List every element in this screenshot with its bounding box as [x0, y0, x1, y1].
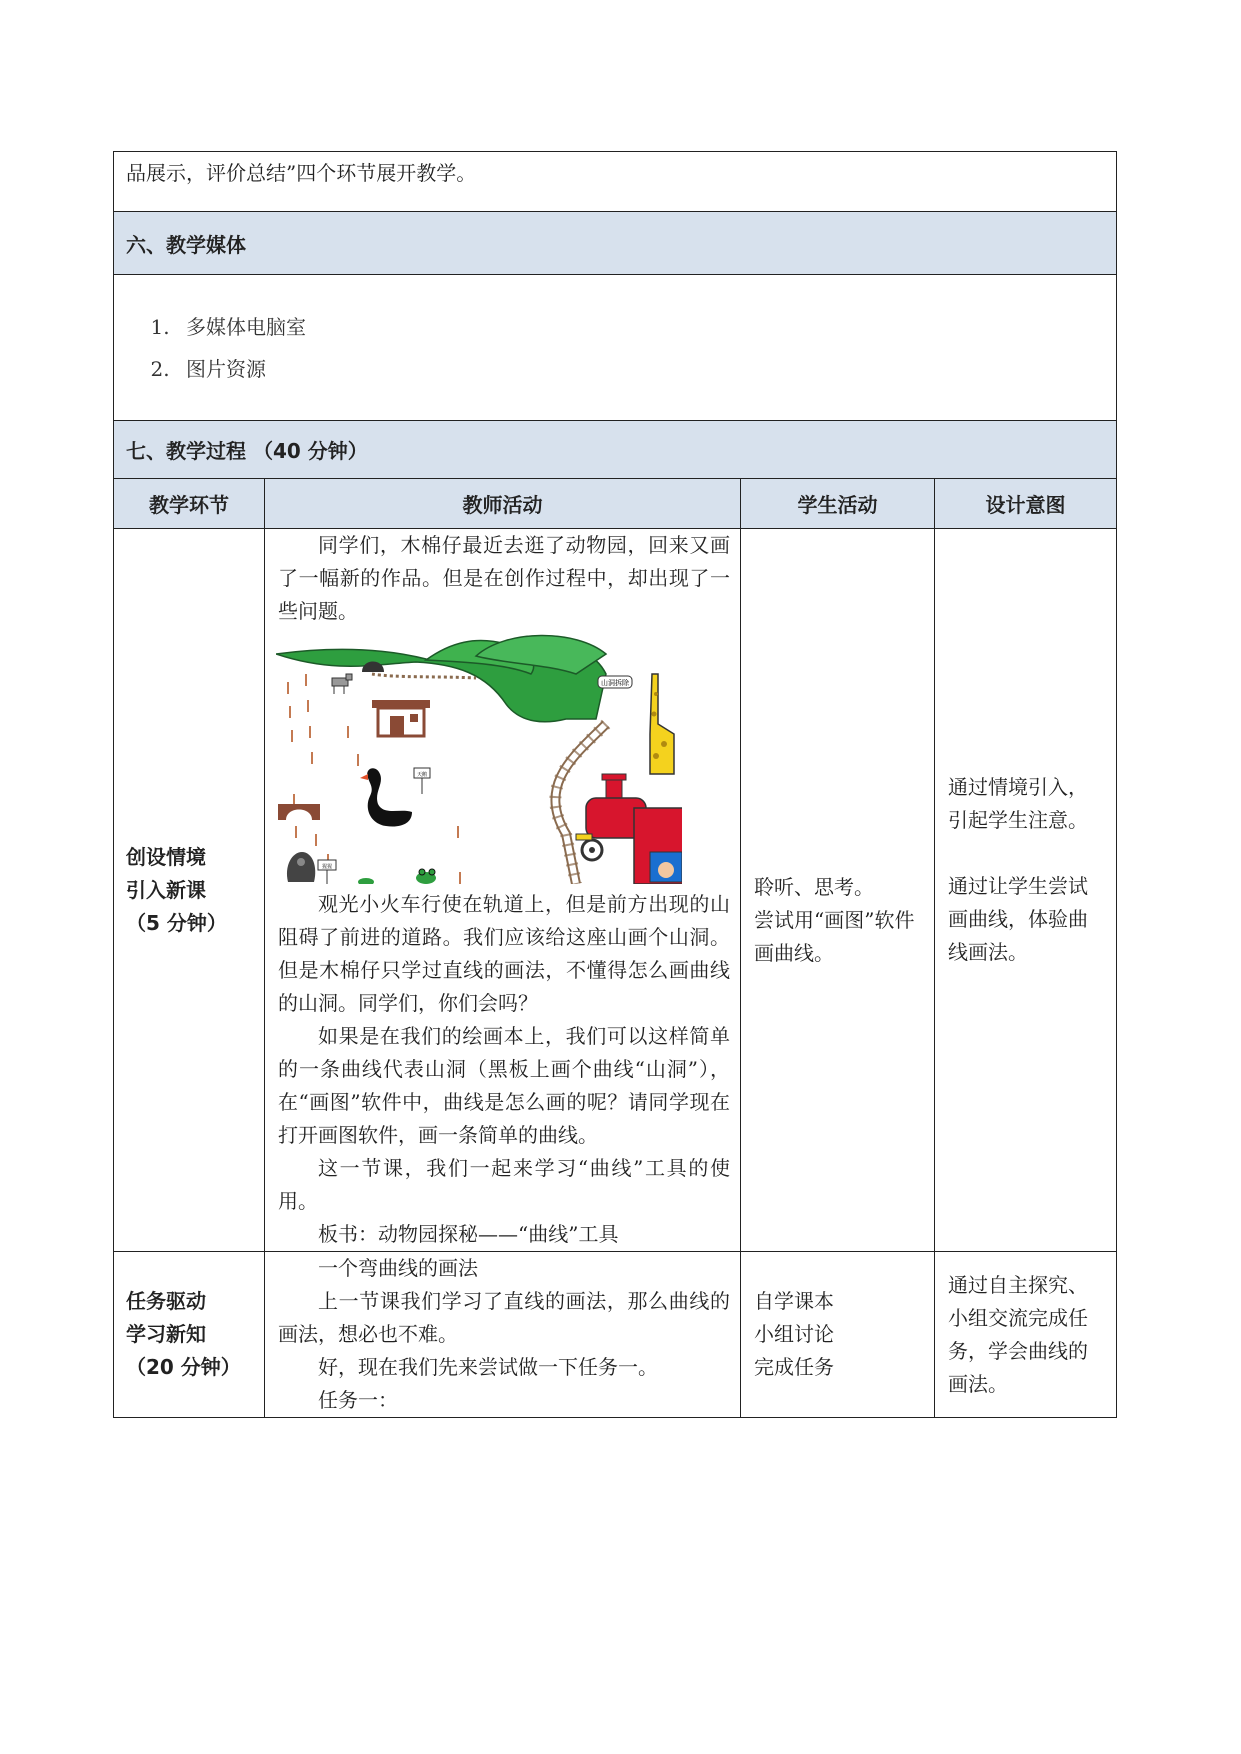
design-intent-cell — [935, 529, 1117, 1252]
teacher-paragraph: 观光小火车行使在轨道上，但是前方出现的山阻碍了前进的道路。我们应该给这座山画个山洞。但是木棉仔只学过直线的画法，不懂得怎么画曲线的山洞。同学们，你们会吗？ — [278, 892, 730, 1015]
stage-line: 引入新课 — [126, 877, 206, 902]
stage-line: （20 分钟） — [126, 1355, 241, 1379]
teacher-activity-cell — [265, 1252, 741, 1418]
stage-cell — [114, 1252, 265, 1418]
media-item: 2. 图片资源 — [176, 348, 1116, 390]
sign-text: 山洞拆除 — [601, 679, 629, 687]
column-header-intent: 设计意图 — [935, 479, 1117, 529]
design-intent-line: 通过让学生尝试画曲线，体验曲线画法。 — [948, 874, 1088, 964]
column-header-student: 学生活动 — [741, 479, 935, 529]
teacher-paragraph: 这一节课，我们一起来学习“曲线”工具的使用。 — [278, 1156, 730, 1213]
teacher-paragraph: 板书：动物园探秘——“曲线”工具 — [318, 1222, 619, 1246]
student-activity-line: 尝试用“画图”软件画曲线。 — [754, 907, 915, 965]
teacher-paragraph: 任务一： — [318, 1388, 398, 1412]
teacher-paragraph: 如果是在我们的绘画本上，我们可以这样简单的一条曲线代表山洞（黑板上画个曲线“山洞”），在“画图”软件中，曲线是怎么画的呢？请同学现在打开画图软件，画一条简单的曲线。 — [278, 1024, 730, 1147]
stage-line: 任务驱动 — [126, 1289, 206, 1313]
stage-line: （5 分钟） — [126, 910, 227, 935]
teacher-paragraph: 一个弯曲线的画法 — [318, 1256, 478, 1280]
section-seven-heading: 七、教学过程 （40 分钟） — [114, 421, 1117, 479]
sign-text: 天鹅 — [416, 772, 428, 778]
design-intent-line: 通过自主探究、小组交流完成任务，学会曲线的画法。 — [948, 1272, 1088, 1396]
teacher-paragraph: 同学们，木棉仔最近去逛了动物园，回来又画了一幅新的作品。但是在创作过程中，却出现了一些问题。 — [278, 533, 730, 623]
zoo-illustration — [276, 634, 682, 884]
student-activity-line: 小组讨论 — [754, 1322, 834, 1346]
intro-continuation: 品展示，评价总结”四个环节展开教学。 — [114, 152, 1117, 212]
design-intent-line: 通过情境引入，引起学生注意。 — [948, 775, 1088, 832]
media-list — [114, 306, 1116, 390]
media-item: 1. 多媒体电脑室 — [176, 306, 1116, 348]
teacher-paragraph: 好，现在我们先来尝试做一下任务一。 — [318, 1355, 658, 1379]
student-activity-line: 完成任务 — [754, 1355, 834, 1379]
stage-line: 创设情境 — [126, 844, 206, 869]
design-intent-cell — [935, 1252, 1117, 1418]
stage-line: 学习新知 — [126, 1322, 206, 1346]
column-header-stage: 教学环节 — [114, 479, 265, 529]
student-activity-cell — [741, 1252, 935, 1418]
stage-cell — [114, 529, 265, 1252]
sign-text: 猩猩 — [321, 864, 333, 870]
teacher-paragraph: 上一节课我们学习了直线的画法，那么曲线的画法，想必也不难。 — [278, 1289, 730, 1346]
column-header-teacher: 教师活动 — [265, 479, 741, 529]
section-six-heading: 六、教学媒体 — [114, 212, 1117, 275]
lesson-plan-table — [113, 151, 1117, 1418]
student-activity-cell — [741, 529, 935, 1252]
teacher-activity-cell — [265, 529, 741, 1252]
student-activity-line: 聆听、思考。 — [754, 874, 874, 899]
student-activity-line: 自学课本 — [754, 1289, 834, 1313]
media-list-cell — [114, 275, 1117, 421]
